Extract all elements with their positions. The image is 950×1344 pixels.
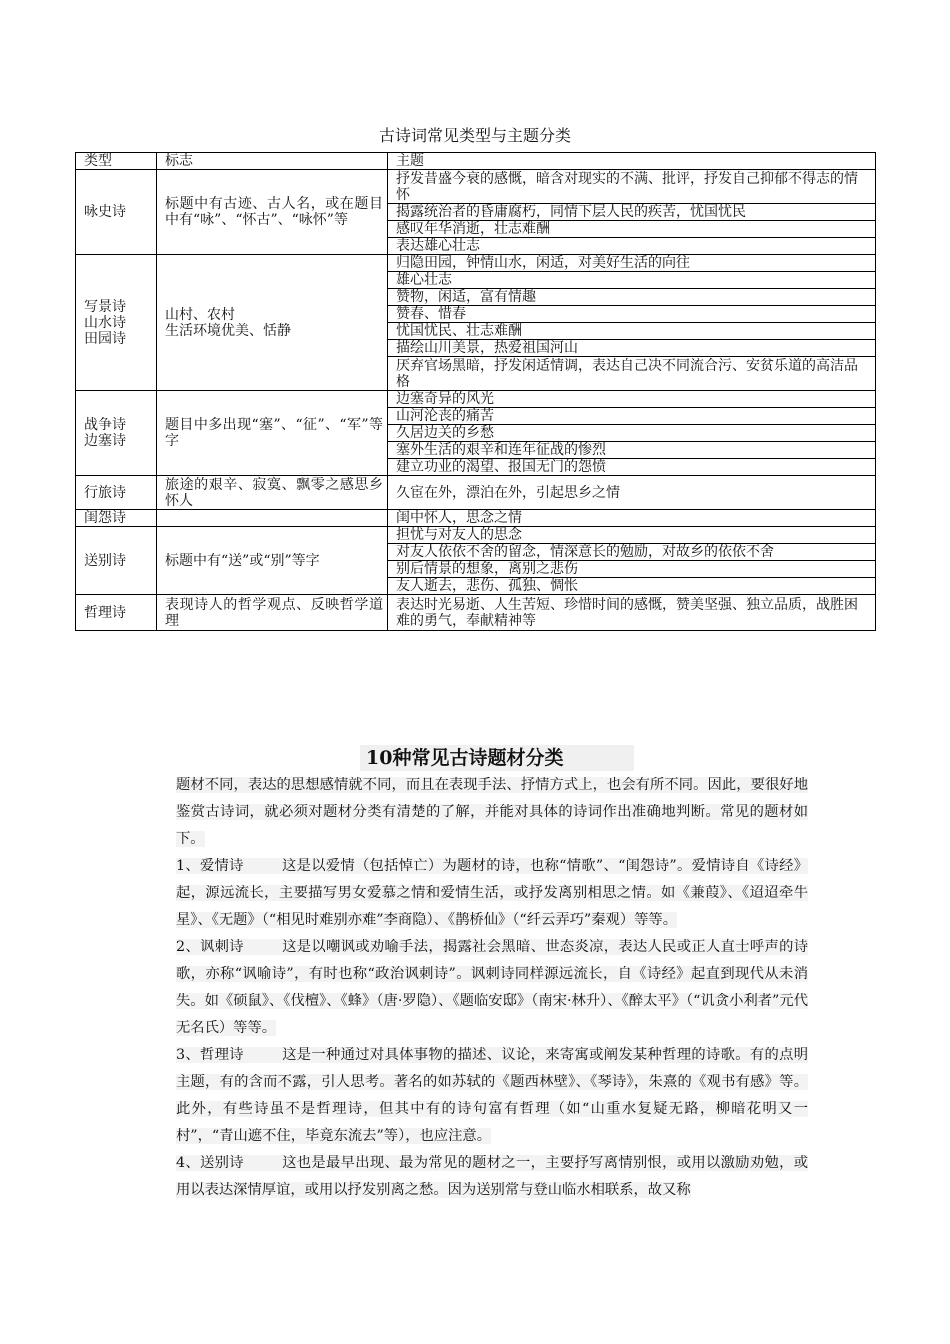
table-row xyxy=(76,510,876,527)
type-line: 山水诗 xyxy=(84,314,126,331)
type-line: 田园诗 xyxy=(84,330,126,347)
article-section xyxy=(144,853,808,934)
section-text: 这是一种通过对具体事物的描述、议论，来寄寓或阐发某种哲理的诗歌。有的点明主题，有的含而不露，引人思考。著名的如苏轼的《题西林壁》、《琴诗》，朱熹的《观书有感》等。此外，有些诗虽不是哲理诗，但其中有的诗句富有哲理（如“山重水复疑无路，柳暗花明又一村”，“青山遮不住，毕竟东流去”等），也应注意。 xyxy=(176,1047,808,1144)
header-type: 类型 xyxy=(76,153,157,170)
cell-marker: 标题中有“送”或“别”等字 xyxy=(157,527,388,595)
type-line: 战争诗 xyxy=(84,417,126,433)
cell-marker: 题目中多出现“塞”、“征”、“军”等字 xyxy=(157,391,388,476)
section-text: 这是以爱情（包括悼亡）为题材的诗，也称“情歌”、“闺怨诗”。爱情诗自《诗经》起，源远流长，主要描写男女爱慕之情和爱情生活，或抒发离别相思之情。如《兼葭》、《迢迢牵牛星》、《无题》（“相见时难别亦难”李商隐）、《鹊桥仙》（“纤云弄巧”秦观）等等。 xyxy=(176,858,808,928)
cell-type xyxy=(76,391,157,476)
section-content xyxy=(176,939,808,1036)
section-heading: 1、爱情诗 xyxy=(176,858,244,874)
table-header-row xyxy=(76,153,876,170)
type-line: 闺怨诗 xyxy=(84,510,126,526)
cell-theme: 表达时光易逝、人生苦短、珍惜时间的感慨，赞美坚强、独立品质，战胜困难的勇气，奉献精神等 xyxy=(388,595,876,631)
type-line: 行旅诗 xyxy=(84,484,126,501)
cell-marker xyxy=(157,510,388,527)
type-line: 边塞诗 xyxy=(84,433,126,449)
cell-theme: 描绘山川美景，热爱祖国河山 xyxy=(388,340,876,357)
table-row xyxy=(76,255,876,272)
article-section xyxy=(144,934,808,1042)
cell-type xyxy=(76,170,157,255)
article-sections xyxy=(144,853,808,1204)
section-content xyxy=(176,1155,808,1198)
header-marker: 标志 xyxy=(157,153,388,170)
cell-marker: 标题中有古迹、古人名，或在题目中有“咏”、“怀古”、“咏怀”等 xyxy=(157,170,388,255)
cell-theme: 雄心壮志 xyxy=(388,272,876,289)
cell-type xyxy=(76,476,157,510)
cell-theme: 赞物，闲适，富有情趣 xyxy=(388,289,876,306)
cell-theme: 友人逝去，悲伤、孤独、惆怅 xyxy=(388,578,876,595)
cell-theme: 边塞奇异的风光 xyxy=(388,391,876,408)
article-intro xyxy=(144,772,808,853)
table-row xyxy=(76,595,876,631)
table-title: 古诗词常见类型与主题分类 xyxy=(378,126,571,145)
cell-marker: 旅途的艰辛、寂寞、飘零之感思乡怀人 xyxy=(157,476,388,510)
cell-theme: 对友人依依不舍的留念，情深意长的勉励，对故乡的依依不舍 xyxy=(388,544,876,561)
cell-theme: 山河沦丧的痛苦 xyxy=(388,408,876,425)
section-heading: 2、讽刺诗 xyxy=(176,939,244,955)
header-theme: 主题 xyxy=(388,153,876,170)
cell-type xyxy=(76,527,157,595)
article-body xyxy=(144,772,808,1204)
table-row xyxy=(76,476,876,510)
cell-theme: 别后情景的想象，离别之悲伤 xyxy=(388,561,876,578)
marker-line: 山村、农村 xyxy=(165,306,235,323)
article-section xyxy=(144,1150,808,1204)
cell-theme: 抒发昔盛今衰的感慨，暗含对现实的不满、批评，抒发自己抑郁不得志的情怀 xyxy=(388,170,876,204)
marker-line: 生活环境优美、恬静 xyxy=(165,322,291,339)
cell-theme: 担忧与对友人的思念 xyxy=(388,527,876,544)
cell-theme: 忧国忧民、壮志难酬 xyxy=(388,323,876,340)
type-line: 咏史诗 xyxy=(84,204,126,220)
section-content xyxy=(176,858,808,928)
poem-category-table xyxy=(75,152,876,631)
cell-marker: 表现诗人的哲学观点、反映哲学道理 xyxy=(157,595,388,631)
cell-theme: 久宦在外，漂泊在外，引起思乡之情 xyxy=(388,476,876,510)
cell-theme: 闺中怀人，思念之情 xyxy=(388,510,876,527)
article-section xyxy=(144,1042,808,1150)
cell-theme: 揭露统治者的昏庸腐朽，同情下层人民的疾苦，忧国忧民 xyxy=(388,204,876,221)
article-intro-text: 题材不同，表达的思想感情就不同，而且在表现手法、抒情方式上，也会有所不同。因此，要很好地鉴赏古诗词，就必须对题材分类有清楚的了解，并能对具体的诗词作出准确地判断。常见的题材如下。 xyxy=(176,777,808,847)
cell-theme: 建立功业的渴望、报国无门的怨愤 xyxy=(388,459,876,476)
cell-theme: 归隐田园，钟情山水，闲适，对美好生活的向往 xyxy=(388,255,876,272)
type-line: 哲理诗 xyxy=(84,604,126,621)
type-line: 写景诗 xyxy=(84,298,126,315)
cell-marker xyxy=(157,255,388,391)
cell-type xyxy=(76,510,157,527)
cell-type xyxy=(76,255,157,391)
type-line: 送别诗 xyxy=(84,552,126,569)
cell-theme: 久居边关的乡愁 xyxy=(388,425,876,442)
table-body xyxy=(76,153,876,631)
section-content xyxy=(176,1047,808,1144)
cell-theme: 表达雄心壮志 xyxy=(388,238,876,255)
cell-theme: 赞春、惜春 xyxy=(388,306,876,323)
cell-theme: 厌弃官场黑暗，抒发闲适情调，表达自己决不同流合污、安贫乐道的高洁品格 xyxy=(388,357,876,391)
cell-theme: 塞外生活的艰辛和连年征战的惨烈 xyxy=(388,442,876,459)
table-row xyxy=(76,391,876,408)
section-text: 这也是最早出现、最为常见的题材之一，主要抒写离情别恨，或用以激励劝勉，或用以表达深情厚谊，或用以抒发别离之愁。因为送别常与登山临水相联系，故又称 xyxy=(176,1155,808,1198)
cell-type xyxy=(76,595,157,631)
section-heading: 3、哲理诗 xyxy=(176,1047,244,1063)
table-row xyxy=(76,170,876,204)
table-row xyxy=(76,527,876,544)
section-text: 这是以嘲讽或劝喻手法，揭露社会黑暗、世态炎凉，表达人民或正人直士呼声的诗歌，亦称“讽喻诗”，有时也称“政治讽刺诗”。讽刺诗同样源远流长，自《诗经》起直到现代从未消失。如《硕鼠》、《伐檀》、《蜂》（唐·罗隐）、《题临安邸》（南宋·林升）、《醉太平》（“讥贪小利者”元代无名氏）等等。 xyxy=(176,939,808,1036)
section-heading: 4、送别诗 xyxy=(176,1155,244,1171)
cell-theme: 感叹年华消逝，壮志难酬 xyxy=(388,221,876,238)
article-title: 10种常见古诗题材分类 xyxy=(360,745,634,771)
